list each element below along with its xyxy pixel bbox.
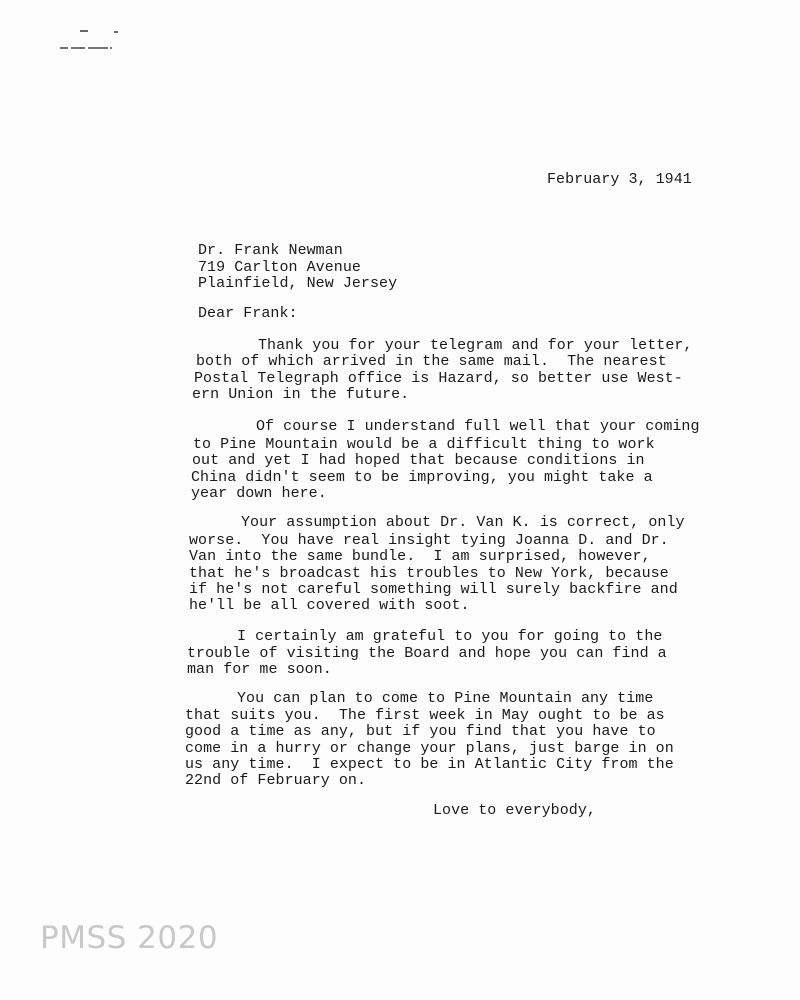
- paragraph-line: I certainly am grateful to you for going to the: [237, 628, 663, 645]
- paragraph-line: China didn't seem to be improving, you might take a: [191, 469, 653, 486]
- paragraph-line: worse. You have real insight tying Joanna D. and Dr.: [189, 532, 669, 549]
- paragraph-line: that he's broadcast his troubles to New York, because: [189, 565, 669, 582]
- paragraph-line: Postal Telegraph office is Hazard, so better use West-: [194, 370, 683, 387]
- paragraph-line: Van into the same bundle. I am surprised, however,: [189, 548, 651, 565]
- paragraph-line: to Pine Mountain would be a difficult thing to work: [193, 436, 655, 453]
- paragraph-line: You can plan to come to Pine Mountain any time: [237, 690, 654, 707]
- paragraph-line: Your assumption about Dr. Van K. is correct, only: [241, 514, 685, 531]
- address-line: Plainfield, New Jersey: [198, 275, 398, 292]
- paragraph-line: he'll be all covered with soot.: [189, 597, 470, 614]
- paragraph-line: out and yet I had hoped that because conditions in: [192, 452, 645, 469]
- paragraph-line: Thank you for your telegram and for your letter,: [258, 337, 693, 354]
- paragraph-line: 22nd of February on.: [185, 772, 367, 789]
- letter-date: February 3, 1941: [547, 171, 692, 188]
- paragraph-line: man for me soon.: [187, 661, 332, 678]
- paragraph-line: Of course I understand full well that your coming: [256, 418, 700, 435]
- paragraph-line: that suits you. The first week in May ought to be as: [185, 707, 665, 724]
- address-line: Dr. Frank Newman: [198, 242, 343, 259]
- stray-ink-marks: [60, 26, 130, 56]
- paragraph-line: year down here.: [191, 485, 327, 502]
- paragraph-line: good a time as any, but if you find that you have to: [185, 723, 656, 740]
- paragraph-line: both of which arrived in the same mail. The nearest: [196, 353, 667, 370]
- paragraph-line: trouble of visiting the Board and hope you can find a: [187, 645, 667, 662]
- paragraph-line: if he's not careful something will surely backfire and: [189, 581, 678, 598]
- closing: Love to everybody,: [433, 802, 596, 819]
- salutation: Dear Frank:: [198, 305, 298, 322]
- paragraph-line: ern Union in the future.: [192, 386, 410, 403]
- paragraph-line: come in a hurry or change your plans, just barge in on: [185, 740, 674, 757]
- address-line: 719 Carlton Avenue: [198, 259, 361, 276]
- pmss-watermark: PMSS 2020: [40, 920, 219, 956]
- paragraph-line: us any time. I expect to be in Atlantic City from the: [185, 756, 674, 773]
